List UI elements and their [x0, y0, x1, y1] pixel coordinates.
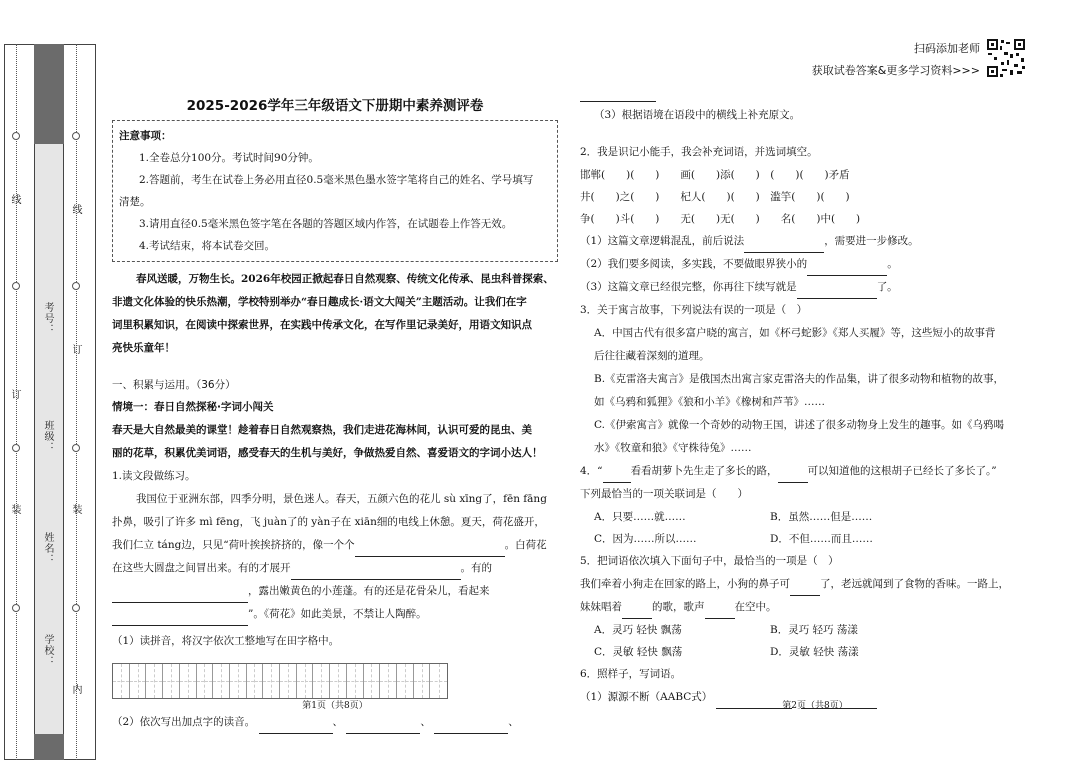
question-2: 2．我是识记小能手，我会补充词语，并选词填空。	[580, 146, 818, 158]
outer-mark-xian: 线	[9, 194, 20, 205]
q3-option-b[interactable]: B.《克雷洛夫寓言》是俄国杰出寓言家克雷洛夫的作品集，讲了很多动物和植物的故事，	[594, 373, 1005, 385]
answer-blank[interactable]	[790, 583, 820, 596]
q3-option-a[interactable]: A．中国古代有很多富户晓的寓言，如《杯弓蛇影》《郑人买履》等，这些短小的故事背	[594, 327, 996, 339]
class-label: 班级：	[42, 420, 53, 453]
answer-blank[interactable]	[259, 721, 333, 734]
answer-blank[interactable]	[622, 606, 652, 619]
passage-line: 在这些大圆盘之间冒出来。有的才展开 。有的	[112, 557, 558, 580]
passage-line: 我们仁立 táng边，只见“荷叶挨挨挤挤的，像一个个 。白荷花	[112, 534, 558, 557]
notice-item-cont: 清楚。	[119, 196, 151, 208]
q5-option-d[interactable]: D．灵敏 轻快 荡漾	[770, 646, 859, 658]
idiom-row: 邯郸( )( ) 画( )添( ) ( )( )矛盾	[580, 169, 850, 181]
passage-line: 扑鼻，吸引了许多 mì fēng，飞 juàn了的 yàn子在 xiān细的电线上休憩。夏天，荷花盛开，	[112, 516, 545, 528]
notice-item: 2.答题前，考生在试卷上务必用直径0.5毫米黑色墨水签字笔将自己的姓名、学号填写	[139, 174, 534, 186]
outer-cut-line	[16, 44, 17, 760]
binding-hole	[72, 132, 80, 140]
question-5-sentence: 妹妹唱着 的歌，歌声 在空中。	[580, 596, 1050, 619]
inner-mark-ding: 订	[70, 344, 81, 355]
binding-hole	[12, 132, 20, 140]
passage-line: 我国位于亚洲东部，四季分明，景色迷人。春天，五颜六色的花儿 sù xīng了，fēn fāng	[136, 493, 547, 505]
q4-option-c[interactable]: C．因为……所以……	[594, 533, 697, 545]
question-5: 5．把词语依次填入下面句子中，最恰当的一项是（ ）	[580, 555, 839, 567]
question-1-3: （3）根据语境在语段中的横线上补充原文。	[594, 109, 801, 121]
q5-option-b[interactable]: B．灵巧 轻巧 荡漾	[770, 624, 858, 636]
passage-line: ”。《荷花》如此美景，不禁让人陶醉。	[112, 603, 558, 626]
passage-line: ，露出嫩黄色的小莲蓬。有的还是花骨朵儿，看起来	[112, 580, 558, 603]
q3-option-c[interactable]: C.《伊索寓言》就像一个奇妙的动物王国，讲述了很多动物身上发生的趣事。如《乌鸦喝	[594, 419, 1004, 431]
notice-box	[112, 120, 558, 262]
page-2	[580, 90, 1050, 709]
binding-hole	[12, 444, 20, 452]
inner-cut-line	[76, 44, 77, 760]
section-heading: 一、积累与运用。（36分）	[112, 379, 236, 391]
binding-strip	[4, 44, 96, 760]
question-2-1: （1）这篇文章逻辑混乱，前后说法 ，需要进一步修改。	[580, 230, 1050, 253]
page-2-footer: 第2页（共8页）	[782, 701, 848, 711]
qr-code-icon[interactable]	[986, 38, 1026, 78]
question-4: 4．“ 看看胡萝卜先生走了多长的路， 可以知道他的这根胡子已经长了多长了。”	[580, 460, 1050, 483]
q3-option-c-cont: 水》《牧童和狼》《守株待兔》……	[594, 442, 752, 454]
binding-hole	[72, 282, 80, 290]
answer-blank[interactable]	[744, 240, 824, 253]
question-2-2: （2）我们要多阅读，多实践，不要做眼界狭小的 。	[580, 253, 1050, 276]
fill-blank[interactable]	[112, 590, 248, 603]
q4-option-d[interactable]: D．不但……而且……	[770, 533, 873, 545]
outer-mark-zhuang: 装	[9, 504, 20, 515]
q5-options-row	[580, 641, 1050, 663]
question-6: 6．照样子，写词语。	[580, 668, 682, 680]
name-label: 姓名：	[42, 532, 53, 565]
fill-blank[interactable]	[291, 567, 461, 580]
q4-options-row	[580, 506, 1050, 528]
inner-mark-zhuang: 装	[70, 504, 81, 515]
notice-item: 1.全卷总分100分。考试时间90分钟。	[139, 152, 319, 164]
q4-option-a[interactable]: A．只要……就……	[594, 511, 686, 523]
binding-hole	[12, 282, 20, 290]
answer-blank[interactable]	[603, 470, 631, 483]
question-1-1: （1）读拼音，将汉字依次工整地写在田字格中。	[112, 635, 340, 647]
answer-blank[interactable]	[797, 286, 877, 299]
inner-mark-xian: 线	[70, 204, 81, 215]
answer-blank[interactable]	[807, 263, 887, 276]
q3-option-b-cont: 如《乌鸦和狐狸》《狼和小羊》《橡树和芦苇》……	[594, 396, 825, 408]
question-3: 3．关于寓言故事，下列说法有误的一项是（ ）	[580, 304, 808, 316]
binding-hole	[72, 444, 80, 452]
q3-option-a-cont: 后往往藏着深刻的道理。	[594, 350, 710, 362]
page-1-footer: 第1页（共8页）	[302, 701, 368, 711]
outer-mark-ding: 订	[9, 389, 20, 400]
q5-options-row	[580, 619, 1050, 641]
answer-blank[interactable]	[346, 721, 420, 734]
page-1	[112, 90, 558, 734]
question-5-sentence: 我们牵着小狗走在回家的路上，小狗的鼻子可 了，老远就闻到了食物的香味。一路上，	[580, 573, 1050, 596]
answer-blank[interactable]	[778, 470, 808, 483]
binding-hole	[72, 604, 80, 612]
exam-title: 2025-2026学年三年级语文下册期中素养测评卷	[186, 98, 484, 114]
binding-dark-bottom	[34, 734, 64, 760]
qr-caption-2: 获取试卷答案&更多学习资料>>>	[811, 64, 980, 77]
fill-blank[interactable]	[355, 544, 505, 557]
idiom-row: 井( )之( ) 杞人( )( ) 滥竽( )( )	[580, 191, 850, 203]
q4-options-row	[580, 528, 1050, 550]
situation-description: 春天是大自然最美的课堂！趁着春日自然观察热，我们走进花海林间，认识可爱的昆虫、美 丽的花草，积累优美词语，感受春天的生机与美好，争做热爱自然、喜爱语文的字词小达人！	[112, 424, 543, 459]
answer-blank[interactable]	[434, 721, 508, 734]
school-label: 学校：	[42, 634, 53, 667]
q5-option-a[interactable]: A．灵巧 轻快 飘荡	[594, 624, 682, 636]
inner-mark-nei: 内	[70, 684, 81, 695]
tianzige-grid[interactable]	[112, 663, 448, 699]
question-6-1: （1）源源不断（AABC式）	[580, 686, 1050, 709]
question-1: 1.读文段做练习。	[112, 470, 196, 482]
question-4-prompt: 下列最恰当的一项关联词是（ ）	[580, 488, 748, 500]
question-2-3: （3）这篇文章已经很完整，你再往下续写就是 了。	[580, 276, 1050, 299]
answer-blank[interactable]	[580, 90, 656, 102]
fill-blank[interactable]	[112, 613, 248, 626]
notice-item: 4.考试结束，将本试卷交回。	[139, 240, 276, 252]
idiom-row: 争( )斗( ) 无( )无( ) 名( )中( )	[580, 213, 861, 225]
q5-option-c[interactable]: C．灵敏 轻快 飘荡	[594, 646, 683, 658]
question-1-2: （2）依次写出加点字的读音。 、 、 、	[112, 711, 558, 734]
q4-option-b[interactable]: B．虽然……但是……	[770, 511, 873, 523]
intro-paragraph: 春风送暖，万物生长。2026年校园正掀起春日自然观察、传统文化传承、昆虫科普探索、 非遗文化体验的快乐热潮，学校特别举办“春日趣成长·语文大闯关”主题活动。让我们在字 词里积累知识，在阅读中探索世界，在实践中传承文化，在写作里记录美好，用语文知识点 亮快乐童年！	[112, 273, 554, 354]
notice-heading: 注意事项：	[119, 130, 172, 142]
qr-caption-1: 扫码添加老师	[914, 42, 980, 55]
notice-item: 3.请用直径0.5毫米黑色签字笔在各题的答题区域内作答，在试题卷上作答无效。	[139, 218, 513, 230]
binding-dark-top	[34, 44, 64, 144]
situation-heading: 情境一：春日自然探秘·字词小闯关	[112, 401, 274, 413]
binding-hole	[12, 604, 20, 612]
answer-blank[interactable]	[705, 606, 735, 619]
number-label: 考号：	[42, 302, 53, 335]
